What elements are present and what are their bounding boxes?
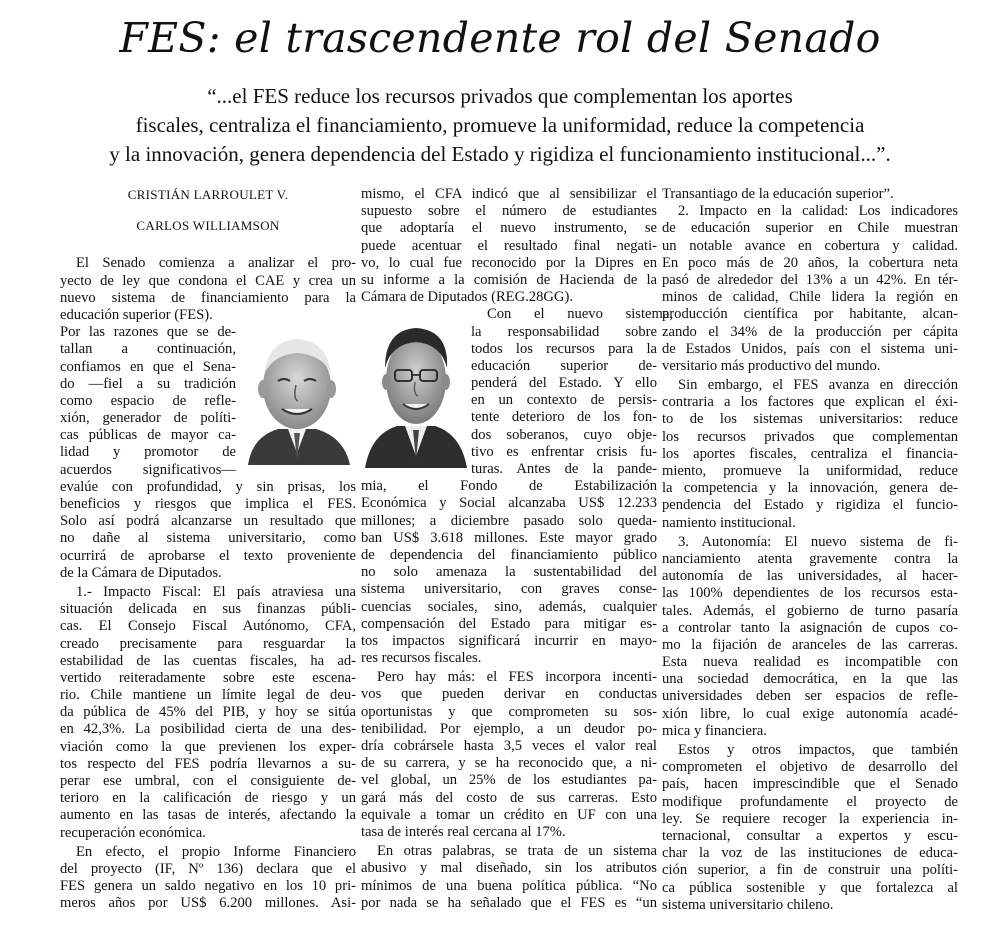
article-line: educación superior de- bbox=[471, 357, 657, 374]
article-line: en un contexto de persis- bbox=[471, 392, 657, 409]
article-line: nuevo sistema de financiamiento para la bbox=[60, 289, 356, 306]
pull-quote bbox=[60, 82, 940, 169]
article-line: las 100% dependientes de los recursos esta- bbox=[662, 585, 958, 602]
article-line: Esta nueva realidad es incompatible con bbox=[662, 654, 958, 671]
article-line: dría cobrársele hasta 3,5 veces el valor real bbox=[361, 738, 657, 754]
article-line: a controlar tanto la asignación de cupos co- bbox=[662, 619, 958, 636]
article-line: ción superior, a fin de construir una políti- bbox=[662, 862, 958, 879]
article-line: confiamos en que el Sena- bbox=[60, 358, 236, 375]
article-line: 1.- Impacto Fiscal: El país atraviesa una bbox=[76, 583, 356, 600]
article-line: situación delicada en sus finanzas públi- bbox=[60, 601, 356, 618]
article-line: del proyecto (IF, Nº 136) declara que el bbox=[60, 860, 356, 877]
article-line: beneficios y riesgos que implica el FES. bbox=[60, 496, 356, 512]
article-line: versitario más productivo del mundo. bbox=[662, 357, 881, 374]
article-line: En efecto, el propio Informe Financiero bbox=[76, 843, 356, 860]
article-column-2 bbox=[361, 186, 673, 912]
article-line: estabilidad de las cuentas fiscales, ha ad- bbox=[60, 652, 356, 669]
article-line: tasa de interés real cercana al 17%. bbox=[361, 823, 566, 840]
article-line: meros años por US$ 6.200 millones. Asi- bbox=[60, 895, 356, 912]
article-line: compensación del Estado para mitigar es- bbox=[361, 615, 657, 632]
author-photo-larroulet bbox=[238, 325, 356, 465]
article-line: Económica y Social alcanzaba US$ 12.233 bbox=[361, 495, 657, 512]
article-line: en 42,3%. La posibilidad cierta de una des- bbox=[60, 721, 356, 738]
article-line: mismo, el CFA indicó que al sensibilizar el bbox=[361, 186, 657, 202]
article-line: supuesto sobre el número de estudiantes bbox=[361, 203, 657, 220]
article-line: mo la fijación de aranceles de las carreras. bbox=[662, 636, 958, 653]
article-line: los recursos privados que complementan bbox=[662, 428, 958, 445]
article-line: Pero hay más: el FES incorpora incenti- bbox=[377, 669, 657, 686]
article-line: puede acentuar el resultado final negati- bbox=[361, 237, 657, 254]
article-line: de su carrera, y se ha reconocido que, a ni- bbox=[361, 755, 657, 772]
article-line: viación como la que previenen los exper- bbox=[60, 738, 356, 755]
article-line: de la Cámara de Diputados. bbox=[60, 564, 222, 581]
article-line: Con el nuevo sistema, bbox=[487, 306, 673, 323]
article-line: da pública de 45% del PIB, y hoy se sitúa bbox=[60, 704, 356, 721]
article-line: ocurrirá de aprobarse el texto proveniente bbox=[60, 547, 356, 564]
article-line: Por las razones que se de- bbox=[60, 324, 236, 341]
article-line: xión, generador de políti- bbox=[60, 410, 236, 427]
article-line: creado precisamente para resguardar la bbox=[60, 635, 356, 652]
author-byline: CARLOS WILLIAMSON bbox=[136, 218, 280, 234]
article-line: aumento en las tasas de interés, afectando la bbox=[60, 807, 356, 824]
article-line: no solo amenaza la sustentabilidad del bbox=[361, 564, 657, 581]
article-line: gará más del costo de sus carreras. Esto bbox=[361, 789, 657, 806]
article-line: la responsabilidad sobre bbox=[471, 323, 657, 340]
article-line: producción científica por habitante, alcan- bbox=[662, 306, 958, 323]
article-line: acuerdos significativos— bbox=[60, 461, 236, 478]
article-line: tales. Además, el gobierno de turno pasaría bbox=[662, 602, 958, 619]
article-line: dos soberanos, cuyo obje- bbox=[471, 426, 657, 443]
article-line: de dependencia del financiamiento público bbox=[361, 546, 657, 563]
article-line: terioro en la calificación de riesgo y un bbox=[60, 790, 356, 807]
article-line: educación superior (FES). bbox=[60, 306, 213, 323]
headline: FES: el trascendente rol del Senado bbox=[119, 14, 881, 62]
article-line: tos impactos significará incurrir en mayo- bbox=[361, 632, 657, 649]
article-line: no dañe al sistema universitario, como bbox=[60, 530, 356, 547]
author-photo-williamson bbox=[361, 310, 471, 468]
article-line: nanciamiento atenta gravemente contra la bbox=[662, 550, 958, 567]
article-line: tos respecto del FES podría llevarnos a su- bbox=[60, 755, 356, 772]
article-line: mia, el Fondo de Estabilización bbox=[361, 478, 657, 495]
article-line: tivo es enfrentar crisis fu- bbox=[471, 443, 657, 460]
article-line: namiento institucional. bbox=[662, 514, 796, 531]
article-line: todos los recursos para la bbox=[471, 340, 657, 357]
article-line: rio. Chile mantiene un límite legal de deu- bbox=[60, 687, 356, 704]
article-line: vos que pueden derivar en conductas bbox=[361, 686, 657, 703]
article-line: como espacio de refle- bbox=[60, 392, 236, 409]
article-line: vertido reiteradamente sobre este escena- bbox=[60, 669, 356, 686]
article-line: abusivo y mal diseñado, sin los atributos bbox=[361, 860, 657, 877]
article-line: do —fiel a su tradición bbox=[60, 375, 236, 392]
article-line: oportunistas y que comprometen su sos- bbox=[361, 703, 657, 720]
article-line: 2. Impacto en la calidad: Los indicadores bbox=[678, 203, 958, 220]
article-line: zando el 34% de la producción per cápita bbox=[662, 323, 958, 340]
article-line: comprometen el objetivo de desarrollo del bbox=[662, 759, 958, 776]
article-line: país, hacen imprescindible que el Senado bbox=[662, 776, 958, 793]
article-line: pasó de alrededor del 13% a un 42%. En tér- bbox=[662, 271, 958, 288]
article-line: contraria a los factores que explican el éxi- bbox=[662, 394, 958, 411]
article-line: ca pública sostenible y que fortalezca al bbox=[662, 879, 958, 896]
article-line: mica y financiera. bbox=[662, 722, 767, 739]
article-line: penderá del Estado. Y ello bbox=[471, 375, 657, 392]
article-line: por nada se ha señalado que el FES es “un bbox=[361, 894, 657, 911]
article-line: minos de calidad, Chile lidera la región en bbox=[662, 289, 958, 306]
article-line: sistema universitario, con graves conse- bbox=[361, 581, 657, 598]
article-line: Solo así podrá alcanzarse un resultado que bbox=[60, 513, 356, 530]
article-line: evalúe con profundidad, y sin prisas, los bbox=[60, 478, 356, 495]
article-line: tallan a continuación, bbox=[60, 341, 236, 358]
article-line: modifique profundamente el proyecto de bbox=[662, 793, 958, 810]
article-line: de Estados Unidos, país con el sistema uni- bbox=[662, 340, 958, 357]
article-line: un notable avance en cobertura y calidad. bbox=[662, 237, 958, 254]
article-line: yecto de ley que condona el CAE y crea un bbox=[60, 272, 356, 289]
article-line: ley. Se requiere recoger la experiencia in- bbox=[662, 810, 958, 827]
article-line: su informe a la comisión de Hacienda de la bbox=[361, 271, 657, 288]
article-line: turas. Antes de la pande- bbox=[471, 461, 657, 477]
article-line: una sociedad democrática, en la que las bbox=[662, 671, 958, 688]
article-line: res recursos fiscales. bbox=[361, 650, 482, 667]
article-column-1 bbox=[60, 186, 356, 913]
pull-quote-line: fiscales, centraliza el financiamiento, promueve la uniformidad, reduce la competencia bbox=[135, 113, 865, 137]
article-line: los aportes fiscales, centraliza el financia- bbox=[662, 445, 958, 462]
article-line: la competencia y la innovación, genera de- bbox=[662, 480, 958, 497]
article-line: que adoptaría el nuevo instrumento, se bbox=[361, 220, 657, 237]
article-line: sistema universitario chileno. bbox=[662, 896, 834, 913]
article-line: autonomía de las universidades, al hacer- bbox=[662, 568, 958, 585]
article-line: millones; a diciembre pasado solo queda- bbox=[361, 512, 657, 529]
article-line: Transantiago de la educación superior”. bbox=[662, 186, 894, 202]
article-line: ban US$ 3.618 millones. Este mayor grado bbox=[361, 529, 657, 546]
article-line: universidades deben ser espacios de refle- bbox=[662, 688, 958, 705]
article-line: mínimos de una buena política pública. “No bbox=[361, 877, 657, 894]
article-line: cuencias sociales, sino, además, cualquier bbox=[361, 598, 657, 615]
article-line: pendencia del Estado y rigidiza el funcio- bbox=[662, 497, 958, 514]
article-line: de educación superior en Chile muestran bbox=[662, 220, 958, 237]
pull-quote-line: y la innovación, genera dependencia del Estado y rigidiza el funcionamiento institucional...”. bbox=[109, 142, 891, 166]
article-line: perar ese umbral, con el consiguiente de- bbox=[60, 773, 356, 789]
article-line: to de los sistemas universitarios: reduce bbox=[662, 411, 958, 428]
article-line: lidad y promotor de bbox=[60, 444, 236, 461]
article-line: equivale a tomar un crédito en UF con una bbox=[361, 806, 657, 823]
article-line: recuperación económica. bbox=[60, 824, 206, 841]
article-line: 3. Autonomía: El nuevo sistema de fi- bbox=[678, 533, 958, 550]
article-line: Cámara de Diputados (REG.28GG). bbox=[361, 289, 573, 306]
article-line: Sin embargo, el FES avanza en dirección bbox=[678, 377, 958, 394]
article-line: tente deterioro de los fon- bbox=[471, 409, 657, 426]
article-line: Estos y otros impactos, que también bbox=[678, 742, 958, 758]
pull-quote-line: “...el FES reduce los recursos privados que complementan los aportes bbox=[207, 84, 793, 108]
article-line: miento, promueve la uniformidad, reduce bbox=[662, 463, 958, 479]
author-byline: CRISTIÁN LARROULET V. bbox=[127, 187, 289, 202]
article-line: En otras palabras, se trata de un sistema bbox=[377, 843, 657, 860]
article-line: tenibilidad. Por ejemplo, a un deudor po- bbox=[361, 720, 657, 737]
article-line: El Senado comienza a analizar el pro- bbox=[76, 255, 356, 272]
article-line: cas públicas de mayor ca- bbox=[60, 427, 236, 444]
article-line: char la voz de las instituciones de educa- bbox=[662, 845, 958, 862]
article-line: FES genera un saldo negativo en los 10 pri- bbox=[60, 878, 356, 895]
article-line: cas. El Consejo Fiscal Autónomo, CFA, bbox=[60, 618, 356, 635]
article-line: ternacional, consultar a expertos y escu- bbox=[662, 827, 958, 844]
article-line: En poco más de 20 años, la cobertura neta bbox=[662, 254, 958, 271]
article-column-3 bbox=[662, 186, 958, 914]
article-line: vel global, un 25% de los estudiantes pa- bbox=[361, 772, 657, 789]
article-line: vo, lo cual fue reconocido por la Dipres en bbox=[361, 254, 657, 271]
article-line: xión libre, lo cual exige autonomía acadé- bbox=[662, 705, 958, 722]
